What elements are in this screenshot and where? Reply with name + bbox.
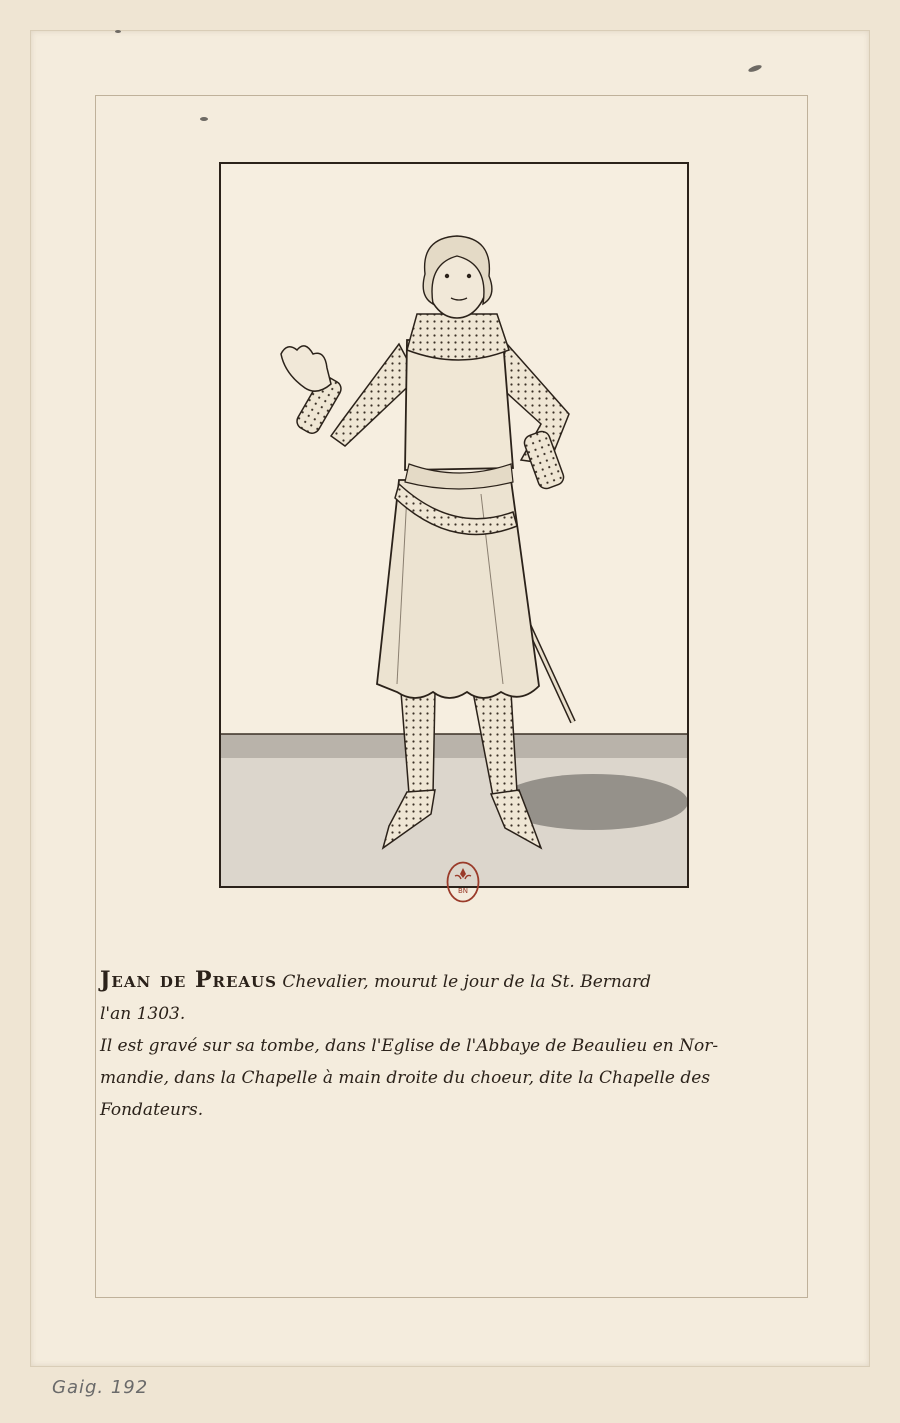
library-stamp bbox=[446, 861, 480, 903]
caption-line: l'an 1303. bbox=[100, 1004, 186, 1024]
illustration-frame bbox=[219, 162, 689, 888]
caption-title: Jean de Preaus bbox=[100, 967, 277, 993]
caption-block bbox=[100, 964, 812, 1126]
ink-fleck bbox=[200, 117, 208, 121]
caption-line: Il est gravé sur sa tombe, dans l'Eglise de l'Abbaye de Beaulieu en Nor- bbox=[100, 1036, 719, 1056]
caption-line: mandie, dans la Chapelle à main droite du choeur, dite la Chapelle des Fondateurs. bbox=[100, 1068, 711, 1120]
knight-effigy-drawing bbox=[221, 164, 687, 886]
shelfmark-note: Gaig. 192 bbox=[52, 1377, 149, 1398]
stamp-label: BN bbox=[457, 887, 469, 895]
caption-subtitle: Chevalier, mourut le jour de la St. Bernard bbox=[282, 972, 651, 992]
caption-line bbox=[100, 964, 812, 998]
ink-fleck bbox=[115, 30, 121, 33]
